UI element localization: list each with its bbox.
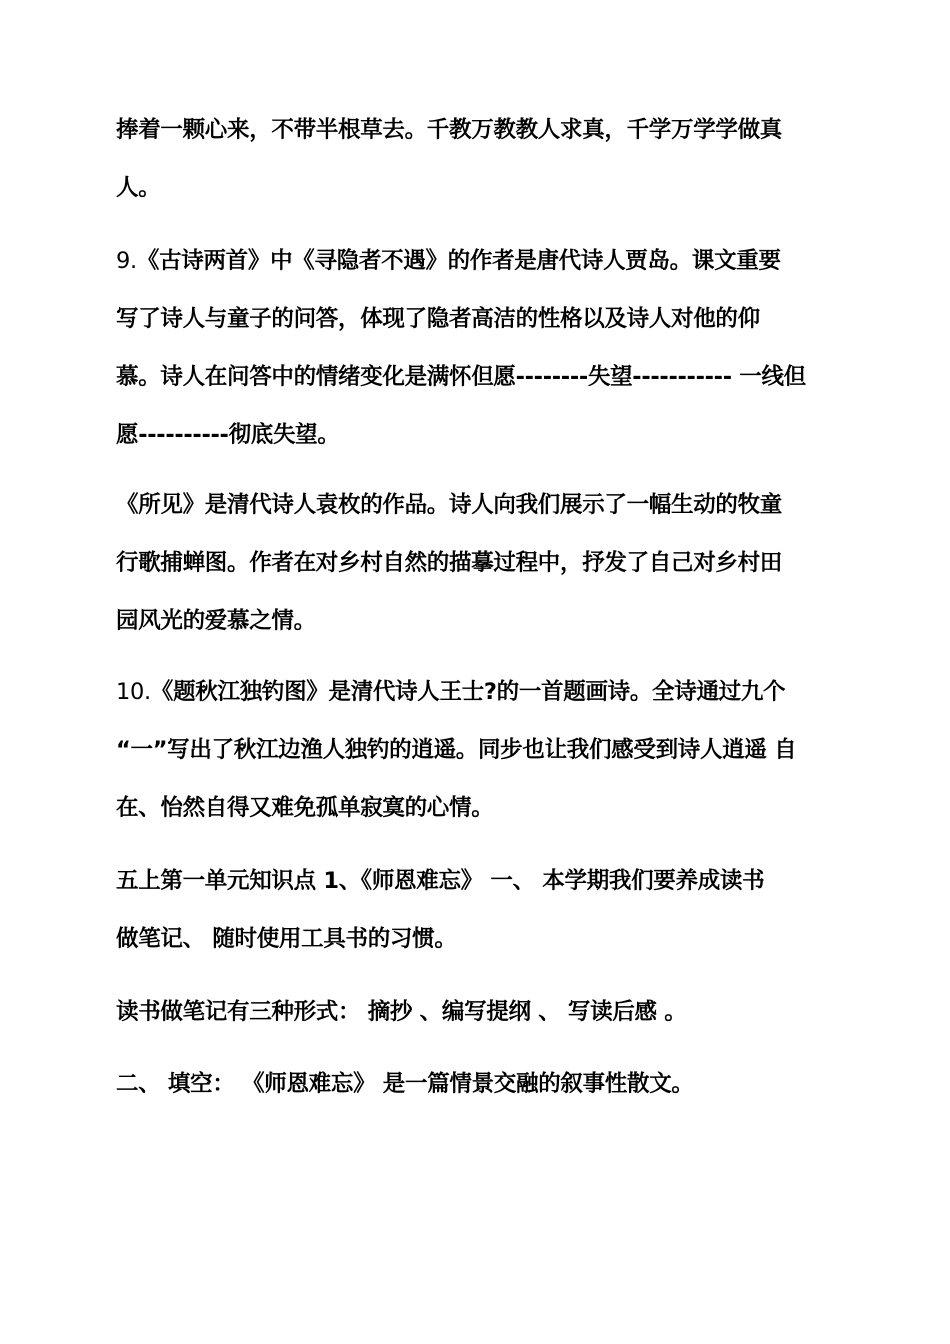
paragraph-2-number: 9. <box>116 248 137 274</box>
paragraph-2-line-3: 慕。诗人在问答中的情绪变化是满怀但愿--------失望----------- 一线但 <box>116 364 806 390</box>
paragraph-1-line-2: 人。 <box>116 175 161 201</box>
paragraph-3-line-3: 园风光的爱慕之情。 <box>116 608 316 634</box>
paragraph-2-line-2: 写了诗人与童子的问答，体现了隐者高洁的性格以及诗人对他的仰 <box>116 306 760 332</box>
paragraph-6-line-1: 读书做笔记有三种形式： 摘抄 、编写提纲 、 写读后感 。 <box>116 999 687 1025</box>
paragraph-2-line-1 <box>116 246 856 276</box>
paragraph-4-line-1 <box>116 677 856 707</box>
paragraph-4-line-3: 在、怡然自得又难免孤单寂寞的心情。 <box>116 795 494 821</box>
paragraph-1-line-1: 捧着一颗心来，不带半根草去。千教万教教人求真，千学万学学做真 <box>116 117 783 143</box>
paragraph-3-line-2: 行歌捕蝉图。作者在对乡村自然的描摹过程中，抒发了自己对乡村田 <box>116 550 783 576</box>
paragraph-7-line-1: 二、 填空： 《师恩难忘》 是一篇情景交融的叙事性散文。 <box>116 1071 694 1097</box>
paragraph-4-line-1-text: 《题秋江独钓图》是清代诗人王士?的一首题画诗。全诗通过九个 <box>150 679 786 705</box>
paragraph-5-line-1: 五上第一单元知识点 1、《师恩难忘》 一、 本学期我们要养成读书 <box>116 868 765 894</box>
paragraph-4-number: 10. <box>116 679 151 705</box>
paragraph-4-line-2: “一”写出了秋江边渔人独钓的逍遥。同步也让我们感受到诗人逍遥 自 <box>116 737 797 763</box>
paragraph-2-line-4: 愿----------彻底失望。 <box>116 422 340 448</box>
paragraph-3-line-1: 《所见》是清代诗人袁枚的作品。诗人向我们展示了一幅生动的牧童 <box>116 492 783 518</box>
paragraph-2-line-1-text: 《古诗两首》中《寻隐者不遇》的作者是唐代诗人贾岛。课文重要 <box>136 248 781 274</box>
paragraph-5-line-2: 做笔记、 随时使用工具书的习惯。 <box>116 926 457 952</box>
